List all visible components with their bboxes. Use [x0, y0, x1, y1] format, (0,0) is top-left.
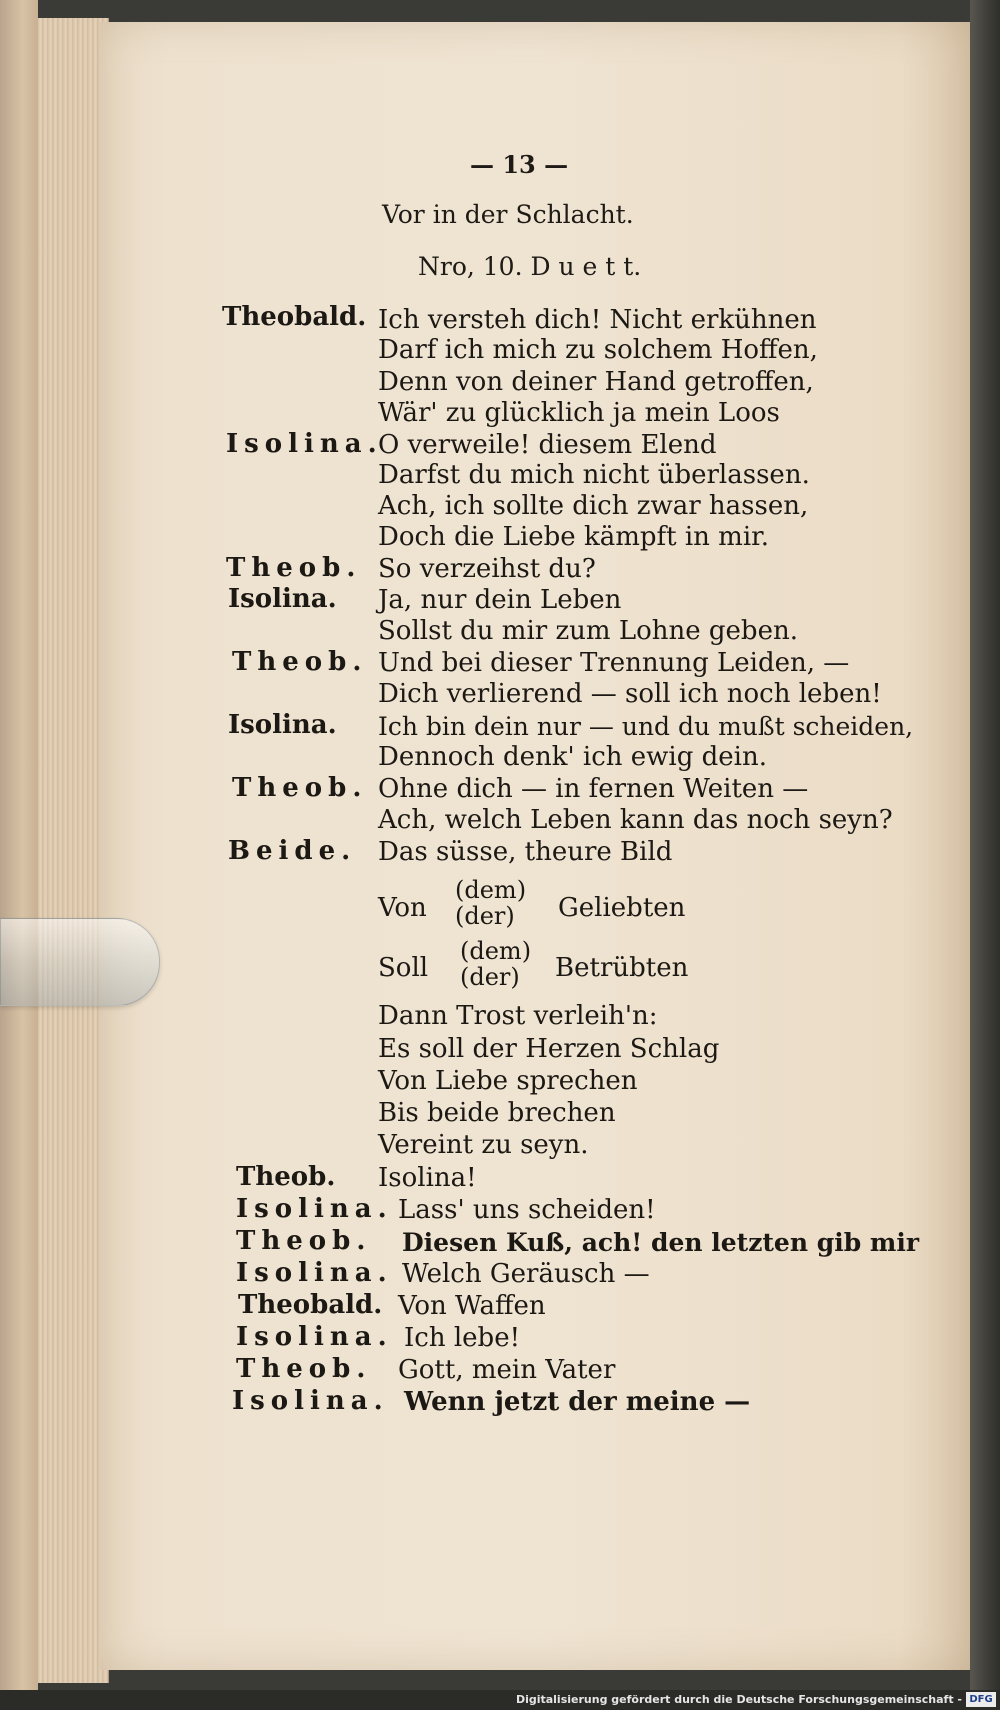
binding-shadow	[970, 0, 1000, 1690]
verse-line: Ohne dich — in fernen Weiten —	[378, 774, 809, 804]
verse-line: Soll	[378, 953, 429, 983]
page-stack-edge	[38, 18, 109, 1683]
number-title: Nro, 10. D u e t t.	[418, 252, 642, 281]
verse-line: Darf ich mich zu solchem Hoffen,	[378, 335, 818, 365]
verse-line: Lass' uns scheiden!	[398, 1195, 656, 1225]
alternate-word: (der)	[460, 963, 520, 991]
verse-line: Ach, welch Leben kann das noch seyn?	[378, 805, 893, 835]
alternate-word: (dem)	[460, 937, 532, 965]
speaker-label: Theobald.	[238, 1290, 383, 1320]
alternate-word: (dem)	[455, 876, 527, 904]
speaker-label: Beide.	[228, 836, 357, 866]
verse-line: Isolina!	[378, 1163, 477, 1193]
verse-line: Diesen Kuß, ach! den letzten gib mir	[402, 1228, 920, 1257]
verse-line: Sollst du mir zum Lohne geben.	[378, 616, 798, 646]
verse-line: Es soll der Herzen Schlag	[378, 1034, 720, 1064]
speaker-label: Isolina.	[228, 584, 337, 614]
verse-line: Ich versteh dich! Nicht erkühnen	[378, 305, 817, 335]
verse-line: Doch die Liebe kämpft in mir.	[378, 522, 769, 552]
verse-line: Welch Geräusch —	[402, 1259, 650, 1289]
page-number: — 13 —	[470, 150, 569, 179]
speaker-label: Theob.	[236, 1162, 336, 1192]
speaker-label: Isolina.	[236, 1322, 393, 1352]
verse-line: Ich lebe!	[404, 1323, 521, 1353]
verse-line: Geliebten	[558, 893, 686, 923]
verse-line: Betrübten	[555, 953, 689, 983]
speaker-label: Theobald.	[222, 302, 367, 332]
verse-line: Ich bin dein nur — und du mußt scheiden,	[378, 712, 914, 741]
speaker-label: Theob.	[236, 1354, 372, 1384]
speaker-label: Theob.	[226, 553, 362, 583]
verse-line: Denn von deiner Hand getroffen,	[378, 367, 814, 397]
speaker-label: Theob.	[232, 773, 368, 803]
dfg-logo: DFG	[966, 1692, 996, 1707]
verse-line: Bis beide brechen	[378, 1098, 616, 1128]
left-page-edge	[0, 0, 38, 1690]
verse-line: Ja, nur dein Leben	[378, 585, 622, 615]
page-clip	[0, 918, 160, 1006]
verse-line: Dann Trost verleih'n:	[378, 1001, 658, 1031]
speaker-label: Isolina.	[236, 1258, 393, 1288]
footer-credit: Digitalisierung gefördert durch die Deutsche Forschungsgemeinschaft -	[515, 1693, 962, 1706]
speaker-label: Theob.	[236, 1226, 372, 1256]
alternate-word: (der)	[455, 902, 515, 930]
verse-line: Dich verlierend — soll ich noch leben!	[378, 679, 882, 709]
verse-line: Ach, ich sollte dich zwar hassen,	[378, 491, 809, 521]
verse-line: Darfst du mich nicht überlassen.	[378, 460, 810, 490]
verse-line: Das süsse, theure Bild	[378, 837, 673, 867]
scene-title: Vor in der Schlacht.	[382, 200, 634, 229]
verse-line: Wär' zu glücklich ja mein Loos	[378, 398, 780, 428]
verse-line: Von	[378, 893, 427, 923]
verse-line: So verzeihst du?	[378, 554, 596, 584]
verse-line: Gott, mein Vater	[398, 1355, 616, 1385]
verse-line: Und bei dieser Trennung Leiden, —	[378, 648, 850, 678]
speaker-label: Isolina.	[236, 1194, 393, 1224]
verse-line: Dennoch denk' ich ewig dein.	[378, 742, 767, 772]
verse-line: Von Waffen	[398, 1291, 546, 1321]
speaker-label: Isolina.	[232, 1386, 389, 1416]
speaker-label: Isolina.	[228, 710, 337, 740]
speaker-label: Theob.	[232, 647, 368, 677]
verse-line: O verweile! diesem Elend	[378, 430, 717, 460]
speaker-label: Isolina.	[226, 429, 383, 459]
verse-line: Vereint zu seyn.	[378, 1130, 589, 1160]
verse-line: Von Liebe sprechen	[378, 1066, 638, 1096]
verse-line: Wenn jetzt der meine —	[404, 1387, 751, 1417]
